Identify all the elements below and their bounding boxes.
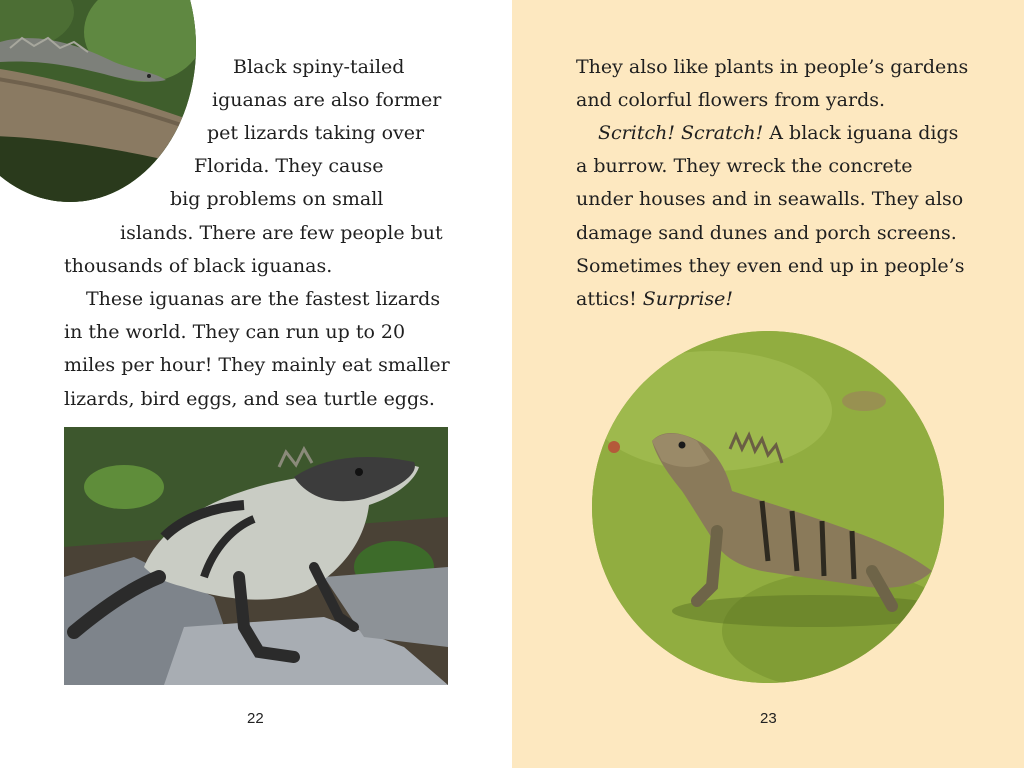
left-text-line-6: islands. There are few people but [120, 222, 443, 244]
surprise-text: Surprise! [642, 288, 734, 310]
sound-effect-text: Scritch! Scratch! [598, 122, 764, 144]
iguana-on-grass-photo [592, 331, 944, 683]
right-page [512, 0, 1024, 768]
left-text-line-4: Florida. They cause [194, 155, 384, 177]
left-text-line-7: thousands of black iguanas. [64, 255, 333, 277]
left-text-line-8: These iguanas are the fastest lizards [86, 288, 441, 310]
left-text-line-11: lizards, bird eggs, and sea turtle eggs. [64, 388, 435, 410]
iguana-on-rocks-photo [64, 427, 448, 685]
right-text-line-3-rest: A black iguana digs [769, 122, 959, 144]
right-text-line-6: damage sand dunes and porch screens. [576, 222, 957, 244]
right-text-line-3 [598, 117, 958, 150]
left-text-line-1: Black spiny-tailed [233, 56, 405, 78]
left-text-line-2: iguanas are also former [212, 89, 442, 111]
iguana-on-branch-photo [0, 0, 196, 202]
page-number-right: 23 [760, 710, 777, 727]
left-text-line-3: pet lizards taking over [207, 122, 425, 144]
left-text-line-5: big problems on small [170, 188, 384, 210]
right-text-line-4: a burrow. They wreck the concrete [576, 155, 913, 177]
right-text-line-2: and colorful flowers from yards. [576, 89, 886, 111]
right-text-line-7: Sometimes they even end up in people’s [576, 255, 965, 277]
right-text-line-1: They also like plants in people’s gardens [576, 56, 969, 78]
right-text-line-8 [576, 283, 733, 316]
left-text-line-10: miles per hour! They mainly eat smaller [64, 354, 450, 376]
right-text-line-8-start: attics! [576, 288, 637, 310]
right-text-line-5: under houses and in seawalls. They also [576, 188, 964, 210]
page-number-left: 22 [247, 710, 264, 727]
left-text-line-9: in the world. They can run up to 20 [64, 321, 406, 343]
